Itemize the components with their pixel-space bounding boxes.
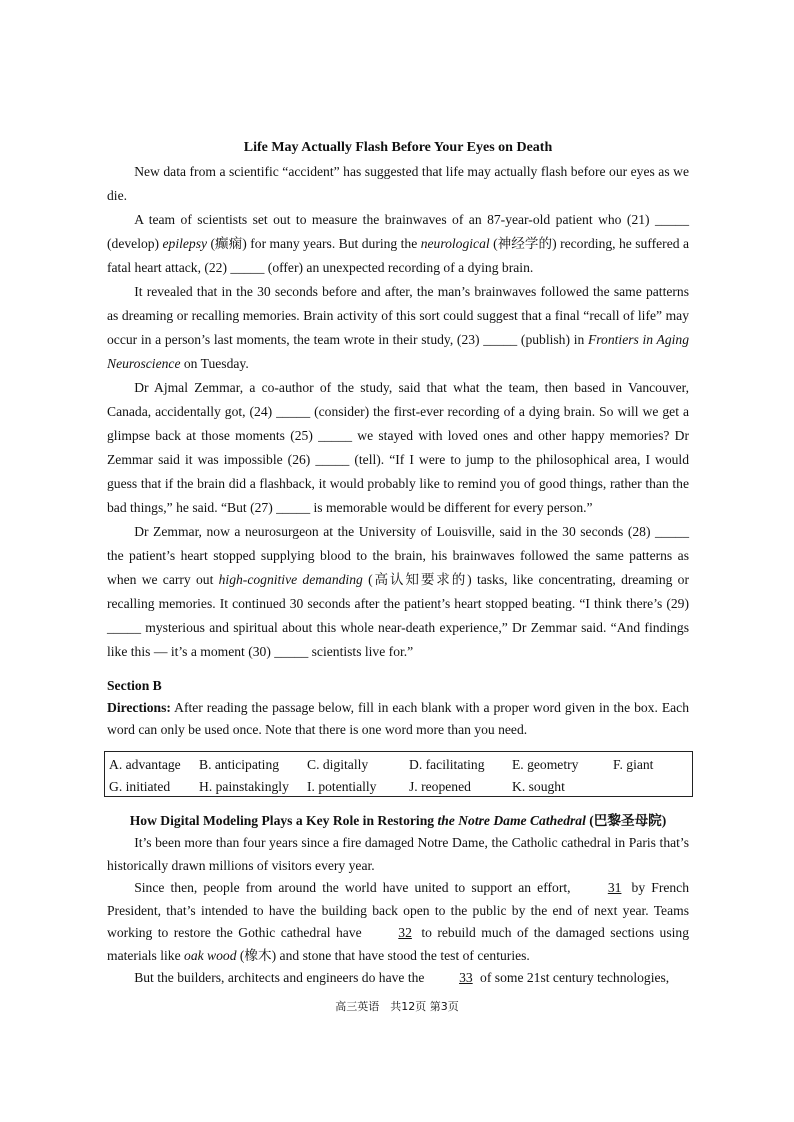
blank-33: 33 <box>459 970 473 985</box>
passage2-para1: It’s been more than four years since a fire damaged Notre Dame, the Catholic cathedral in Paris that’s historically drawn millions of visitors every year. <box>107 835 689 873</box>
para3-text-b: on Tuesday. <box>180 356 249 371</box>
para2-text-a: A team of scientists set out to measure the brainwaves of an 87-year-old patient who (21) _____ (develop) <box>107 212 689 251</box>
page-footer: 高三英语 共12页 第3页 <box>335 1000 459 1013</box>
title2-italic: the Notre Dame Cathedral <box>437 813 586 828</box>
passage2-para3 <box>107 967 689 990</box>
para2-text-c: (神经学的) recording, he suffered a fatal heart attack, (22) _____ (offer) an unexpected recording of a dying brain. <box>107 236 689 275</box>
blank-31: 31 <box>607 880 622 895</box>
word-option-d: D. facilitating <box>409 757 485 772</box>
passage1-para2 <box>107 208 689 280</box>
word-option-k: K. sought <box>512 779 565 794</box>
section-b-directions <box>107 697 689 741</box>
term-high-cognitive: high-cognitive demanding <box>218 572 363 587</box>
p2para2-text-b: by French President, that’s intended to have the building back open to the public by the end of next year. Teams working to restore the Gothic cathedral have <box>107 880 690 940</box>
word-option-j: J. reopened <box>409 779 471 794</box>
passage1-para1: New data from a scientific “accident” has suggested that life may actually flash before our eyes as we die. <box>107 164 689 203</box>
term-oak-wood: oak wood <box>184 947 237 963</box>
p2para3-text-a: But the builders, architects and engineers do have the <box>134 970 428 985</box>
word-option-a: A. advantage <box>109 757 181 772</box>
para3-text-a: It revealed that in the 30 seconds before and after, the man’s brainwaves followed the same patterns as dreaming or recalling memories. Brain activity of this sort could suggest that a final “recall of life” may occur in a person’s last moments, the team wrote in their study, (23) _____ (publish) in <box>107 284 689 347</box>
p2para2-text-c: to rebuild much of the damaged sections using materials like <box>107 925 689 963</box>
p2para2-text-d: (橡木) and stone that have stood the test of centuries. <box>236 947 530 963</box>
passage2-para2 <box>107 877 689 967</box>
word-option-g: G. initiated <box>109 779 171 794</box>
word-option-f: F. giant <box>613 757 654 772</box>
passage2-body <box>107 832 689 990</box>
directions-text: After reading the passage below, fill in each blank with a proper word given in the box. Each word can only be used once. Note that there is one word more than you need. <box>107 700 689 737</box>
directions-label: Directions: <box>107 700 171 715</box>
para5-text-a: Dr Zemmar, now a neurosurgeon at the University of Louisville, said in the 30 seconds (28) _____ the patient’s heart stopped supplying blood to the brain, his brainwaves followed the same patterns as when we carry out <box>107 524 689 587</box>
passage1-para5 <box>107 520 689 664</box>
p2para3-text-b: of some 21st century technologies, <box>476 970 670 985</box>
para2-text-b: (癫痫) for many years. But during the <box>207 236 421 251</box>
word-option-h: H. painstakingly <box>199 779 289 794</box>
title2-text-b: (巴黎圣母院) <box>585 813 667 828</box>
word-option-e: E. geometry <box>512 757 579 772</box>
word-option-i: I. potentially <box>307 779 377 794</box>
section-b-heading: Section B <box>107 678 162 693</box>
word-box <box>104 751 693 797</box>
passage1-title: Life May Actually Flash Before Your Eyes on Death <box>243 140 553 155</box>
passage1-para3 <box>107 280 689 376</box>
word-option-b: B. anticipating <box>199 757 280 772</box>
passage2-title <box>107 812 689 830</box>
para5-text-b: (高认知要求的) tasks, like concentrating, dreaming or recalling memories. It continued 30 seconds after the patient’s heart stopped beating. “I think there’s (29) _____ mysterious and spiritual about this whole near-death experience,” Dr Zemmar said. “And findings like this — it’s a moment (30) _____ scientists live for.” <box>107 572 689 659</box>
term-epilepsy: epilepsy <box>162 236 208 251</box>
passage1-body <box>107 160 689 664</box>
journal-name: Frontiers in Aging Neuroscience <box>107 332 689 371</box>
p2para2-text-a: Since then, people from around the world have united to support an effort, <box>134 880 577 895</box>
passage1-para4: Dr Ajmal Zemmar, a co-author of the study, said that what the team, then based in Vancouver, Canada, accidentally got, (24) _____ (consider) the first-ever recording of a dying brain. So will we get a glimpse back at those moments (25) _____ we stayed with loved ones and other happy memories? Dr Zemmar said it was impossible (26) _____ (tell). “If I were to jump to the philosophical area, I would guess that if the brain did a flashback, it would probably like to remind you of good things, rather than the bad things,” he said. “But (27) _____ is memorable would be different for every person.” <box>107 380 689 515</box>
term-neurological: neurological <box>420 236 490 251</box>
blank-32: 32 <box>398 925 412 940</box>
word-option-c: C. digitally <box>307 757 369 772</box>
title2-text-a: How Digital Modeling Plays a Key Role in Restoring <box>129 813 438 828</box>
